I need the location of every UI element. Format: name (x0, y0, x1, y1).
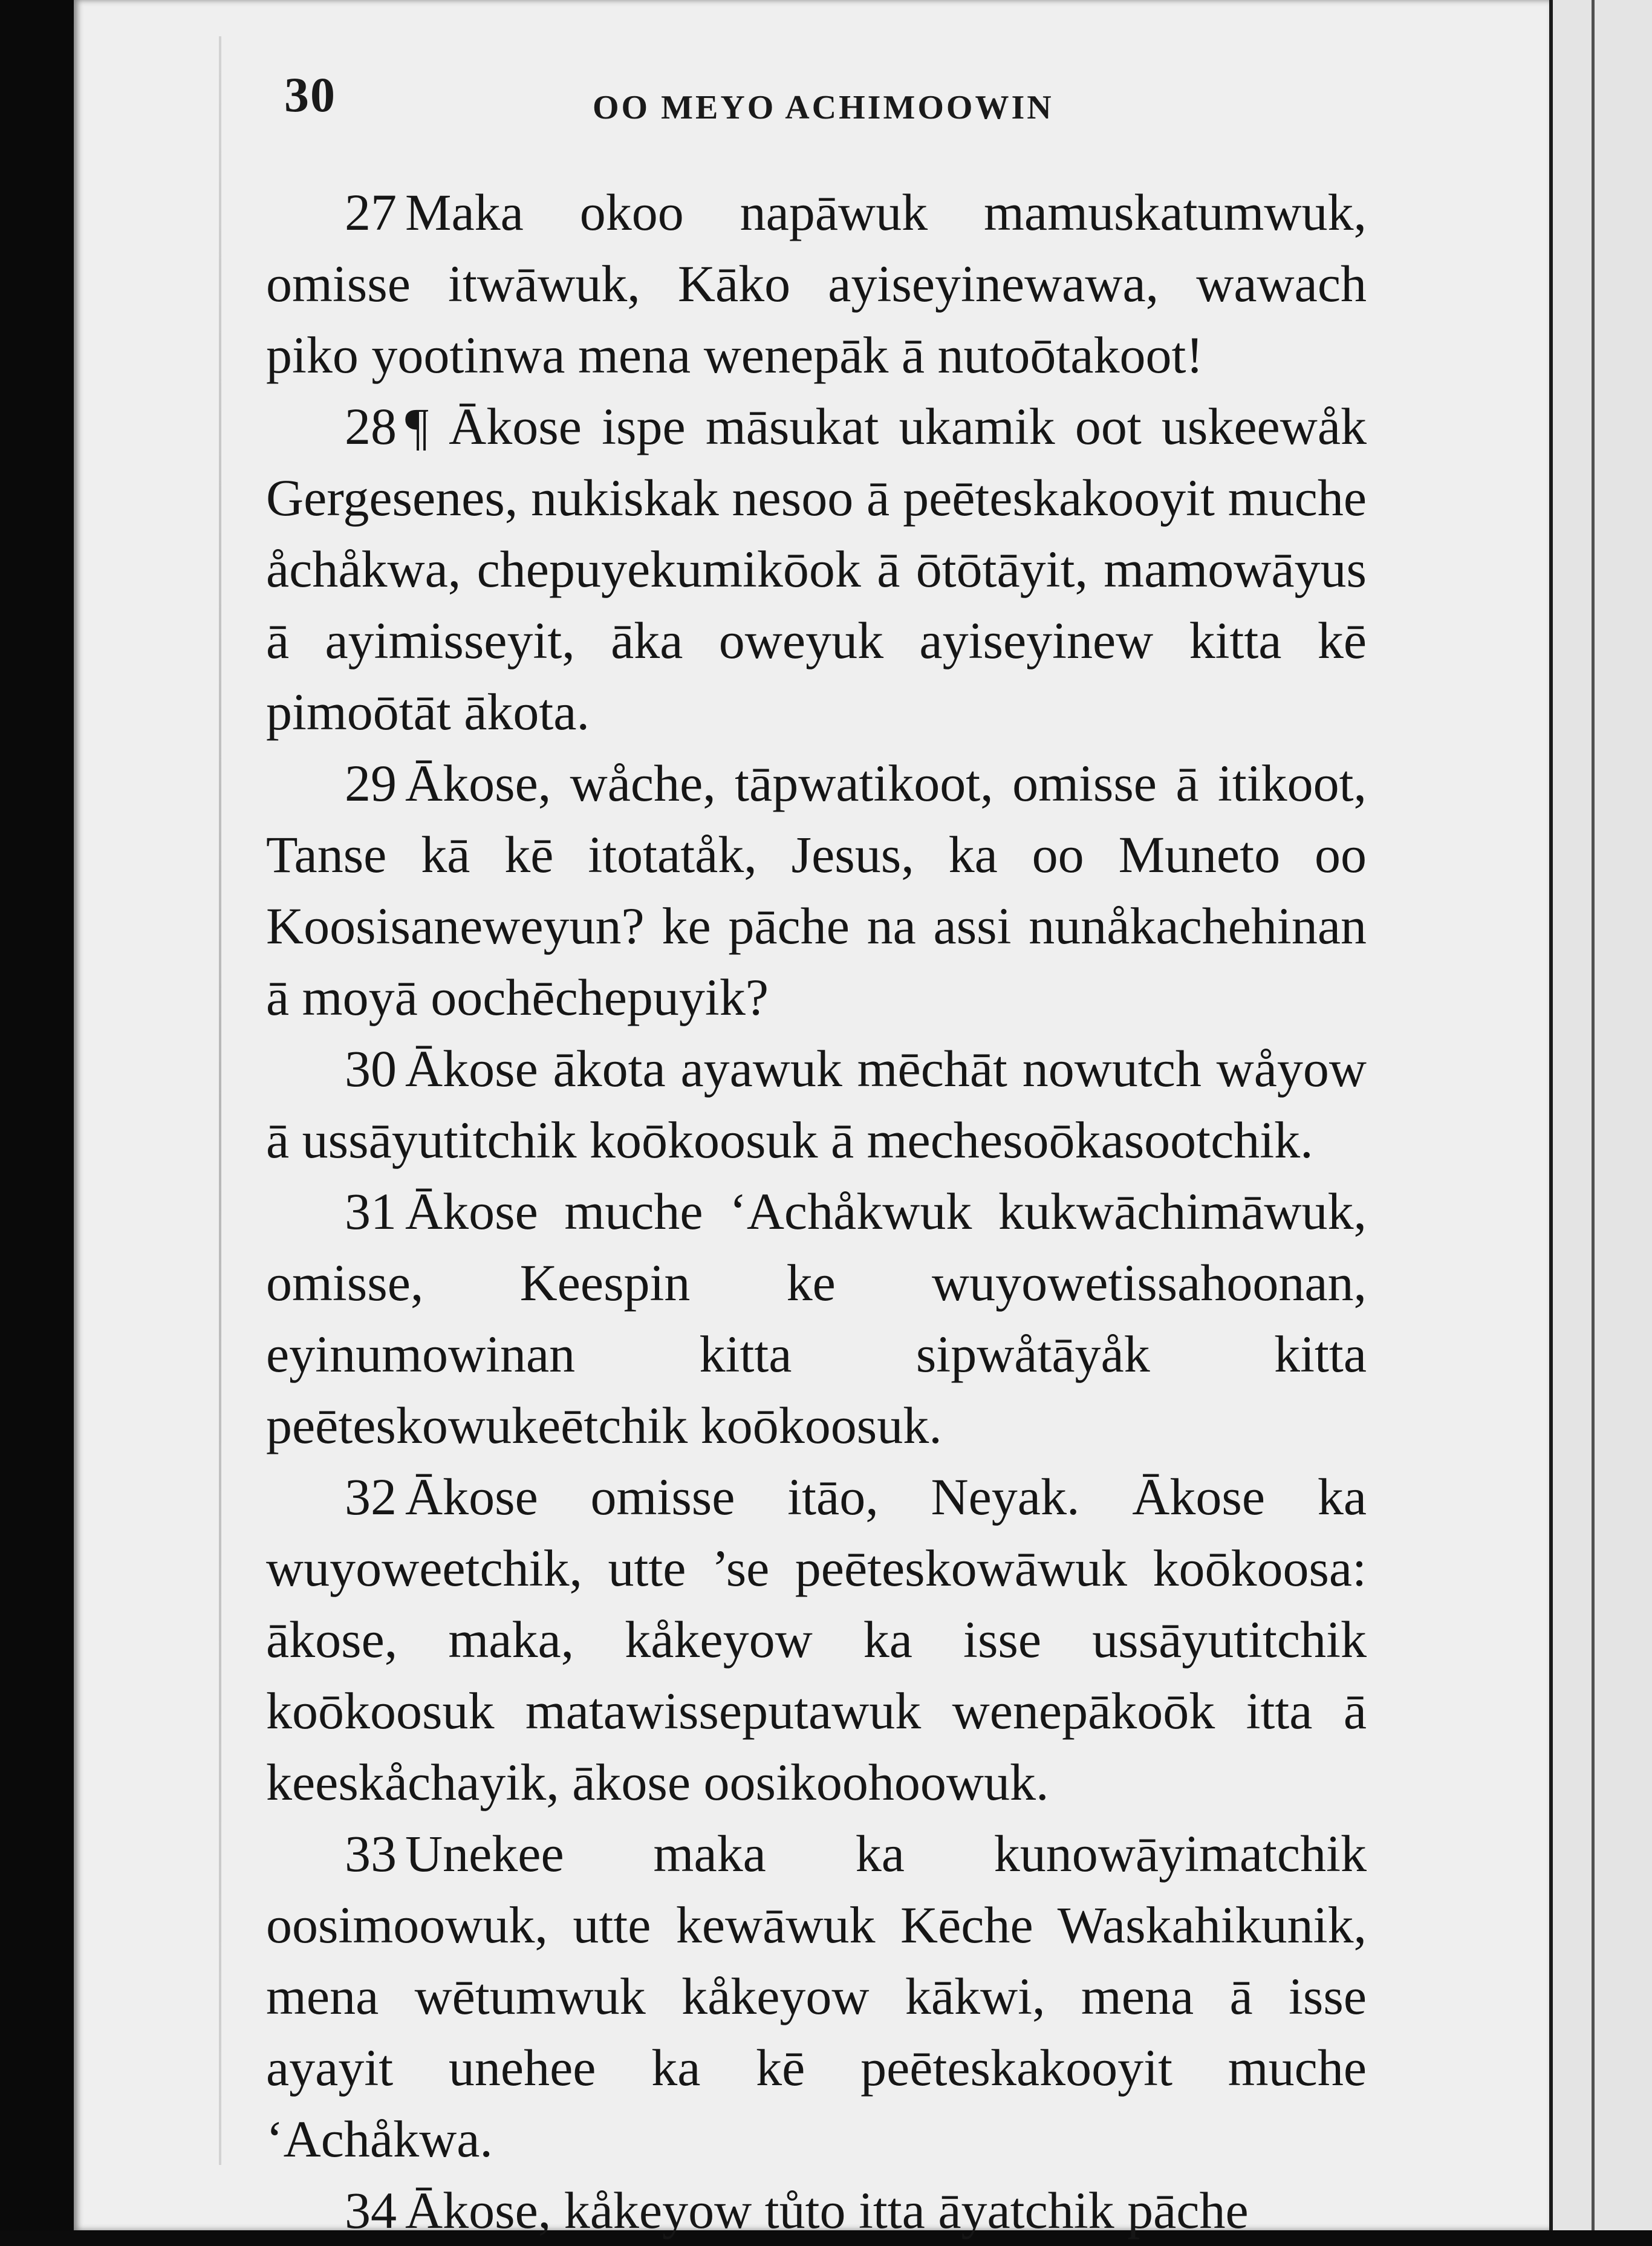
verse-28 (266, 391, 1367, 747)
verse-number: 30 (345, 1040, 397, 1098)
verse-text: Ākose ākota ayawuk mēchāt nowutch wåyow ā ussāyutitchik koōkoosuk ā mechesoōkasootchik. (266, 1040, 1367, 1169)
running-head: OO MEYO ACHIMOOWIN (593, 89, 1054, 126)
verse-text: Ākose muche ‘Achåkwuk kukwāchimāwuk, omisse, Keespin ke wuyowetissahoonan, eyinumowinan kitta sipwåtāyåk kitta peēteskowukeētchik koōkoosuk. (266, 1182, 1367, 1454)
page-edge-line (1592, 0, 1595, 2230)
verse-32 (266, 1461, 1367, 1818)
page-body-text (266, 177, 1367, 2246)
verse-text: Unekee maka ka kunowāyimatchik oosimoowuk, utte kewāwuk Kēche Waskahikunik, mena wētumwuk kåkeyow kākwi, mena ā isse ayayit unehee ka kē peēteskakooyit muche ‘Achåkwa. (266, 1824, 1367, 2168)
verse-number: 31 (345, 1182, 397, 1240)
verse-number: 28 (345, 397, 397, 455)
page-fold-shadow (219, 36, 221, 2165)
verse-27 (266, 177, 1367, 391)
verse-number: 34 (345, 2181, 397, 2239)
verse-text: ¶ Ākose ispe māsukat ukamik oot uskeewåk Gergesenes, nukiskak nesoo ā peēteskakooyit muche åchåkwa, chepuyekumikōok ā ōtōtāyit, mamowāyus ā ayimisseyit, āka oweyuk ayiseyinew kitta kē pimoōtāt ākota. (266, 397, 1367, 741)
page-number: 30 (284, 67, 336, 122)
scan-border-left (0, 0, 73, 2230)
verse-34 (266, 2175, 1367, 2246)
adjacent-page-edge (1549, 0, 1652, 2230)
verse-text: Ākose omisse itāo, Neyak. Ākose ka wuyoweetchik, utte ’se peēteskowāwuk koōkoosa: ākose, maka, kåkeyow ka isse ussāyutitchik koōkoosuk matawisseputawuk wenepākoōk itta ā keeskåchayik, ākose oosikoohoowuk. (266, 1468, 1367, 1811)
verse-29 (266, 747, 1367, 1033)
verse-30 (266, 1033, 1367, 1176)
page-header (284, 67, 1433, 133)
verse-text: Maka okoo napāwuk mamuskatumwuk, omisse itwāwuk, Kāko ayiseyinewawa, wawach piko yootinwa mena wenepāk ā nutoōtakoot! (266, 183, 1367, 384)
verse-number: 27 (345, 183, 397, 241)
verse-number: 29 (345, 754, 397, 812)
verse-31 (266, 1176, 1367, 1461)
verse-number: 32 (345, 1468, 397, 1526)
verse-text: Ākose, kåkeyow tůto itta āyatchik pāche (405, 2181, 1249, 2239)
verse-number: 33 (345, 1824, 397, 1883)
verse-33 (266, 1818, 1367, 2175)
verse-text: Ākose, wåche, tāpwatikoot, omisse ā itikoot, Tanse kā kē itotatåk, Jesus, ka oo Muneto oo Koosisaneweyun? ke pāche na assi nunåkachehinan ā moyā oochēchepuyik? (266, 754, 1367, 1026)
